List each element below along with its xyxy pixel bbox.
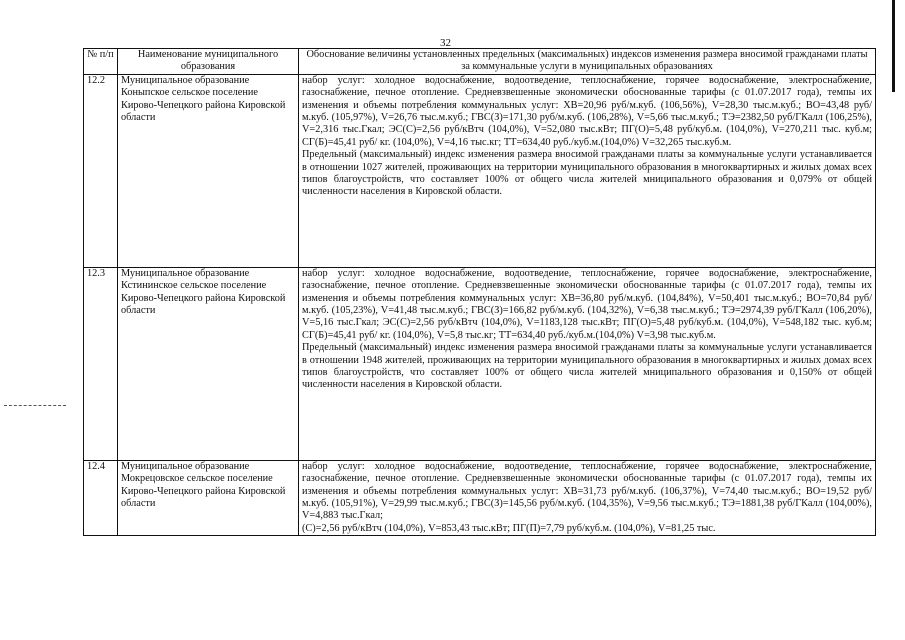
- header-justification: Обоснование величины установленных предельных (максимальных) индексов изменения размера вносимой гражданами платы за коммунальные услуги в муниципальных образованиях: [299, 49, 876, 75]
- index-paragraph: Предельный (максимальный) индекс изменения размера вносимой гражданами платы за коммунальные услуги устанавливается в отношении 1948 жителей, проживающих на территории муниципального образования в многоквартирных и жилых домах всех типов благоустройств, что составляет 100% от общего числа жителей мниципального образования и 0,150% от общей численности населения в Кировской области.: [302, 342, 872, 391]
- margin-mark: [4, 405, 66, 407]
- row-number: 12.3: [84, 267, 118, 460]
- tariff-table: [83, 48, 876, 536]
- tariff-paragraph-continued: (С)=2,56 руб/кВтч (104,0%), V=853,43 тыс.кВт; ПГ(П)=7,79 руб/куб.м. (104,0%), V=81,25 тыс.: [302, 522, 716, 534]
- tariff-paragraph: набор услуг: холодное водоснабжение, водоотведение, теплоснабжение, горячее водоснабжение, электроснабжение, газоснабжение, печное отопление. Средневзвешенные экономически обоснованные тарифы (с 01.07.2017 года), темпы их изменения и объемы потребления коммунальных услуг: ХВ=36,80 руб/м.куб. (104,84%), V=50,401 тыс.м.куб.; ВО=70,84 руб/м.куб. (105,23%), V=41,48 тыс.м.куб.; ГВС(З)=166,82 руб/м.куб. (104,32%), V=6,38 тыс.м.куб.; ТЭ=2974,39 руб/ГКалл (106,20%), V=5,16 тыс.Гкал; ЭС(С)=2,56 руб/кВтч (104,0%), V=1183,128 тыс.кВт; ПГ(О)=5,48 руб/куб.м. (104,0%), V=548,182 тыс. куб.м; СГ(Б)=45,41 руб/ кг. (104,0%), V=5,8 тыс.кг; ТТ=634,40 руб./куб.м.(104,0%) V=3,98 тыс.куб.м.: [302, 267, 872, 341]
- table-row: [84, 74, 876, 267]
- table-header-row: [84, 49, 876, 75]
- municipality-name: Муниципальное образование Коныпское сельское поселение Кирово-Чепецкого района Кировской области: [118, 74, 299, 267]
- justification-cell: [299, 74, 876, 267]
- table-row: [84, 460, 876, 535]
- header-number: № п/п: [84, 49, 118, 75]
- index-paragraph: Предельный (максимальный) индекс изменения размера вносимой гражданами платы за коммунальные услуги устанавливается в отношении 1027 жителей, проживающих на территории муниципального образования в многоквартирных и жилых домах всех типов благоустройств, что составляет 100% от общего числа жителей мниципального образования и 0,079% от общей численности населения в Кировской области.: [302, 149, 872, 198]
- table-row: [84, 267, 876, 460]
- justification-cell: [299, 460, 876, 535]
- page-edge-line: [892, 0, 895, 92]
- row-number: 12.4: [84, 460, 118, 535]
- municipality-name: Муниципальное образование Мокрецовское сельское поселение Кирово-Чепецкого района Кировской области: [118, 460, 299, 535]
- tariff-paragraph: набор услуг: холодное водоснабжение, водоотведение, теплоснабжение, горячее водоснабжение, электроснабжение, газоснабжение, печное отопление. Средневзвешенные экономически обоснованные тарифы (с 01.07.2017 года), темпы их изменения и объемы потребления коммунальных услуг: ХВ=31,73 руб/м.куб. (106,37%), V=74,40 тыс.м.куб.; ВО=19,52 руб/м.куб. (105,91%), V=29,99 тыс.м.куб.; ГВС(З)=145,56 руб/м.куб. (104,35%), V=9,56 тыс.м.куб.; ТЭ=1881,38 руб/ГКалл (104,00%), V=4,883 тыс.Гкал;: [302, 460, 872, 522]
- tariff-paragraph: набор услуг: холодное водоснабжение, водоотведение, теплоснабжение, горячее водоснабжение, электроснабжение, газоснабжение, печное отопление. Средневзвешенные экономически обоснованные тарифы (с 01.07.2017 года), темпы их изменения и объемы потребления коммунальных услуг: ХВ=20,96 руб/м.куб. (106,56%), V=28,30 тыс.м.куб.; ВО=43,48 руб/м.куб. (105,97%), V=26,76 тыс.м.куб.; ГВС(З)=171,30 руб/м.куб. (106,28%), V=5,66 тыс.м.куб.; ТЭ=2382,50 руб/ГКалл (106,25%), V=2,316 тыс.Гкал; ЭС(С)=2,56 руб/кВтч (104,0%), V=52,080 тыс.кВт; ПГ(О)=5,48 руб/куб.м. (104,0%), V=270,211 тыс. куб.м; СГ(Б)=45,41 руб/ кг. (104,0%), V=4,16 тыс.кг; ТТ=634,40 руб./куб.м.(104,0%) V=32,265 тыс.куб.м.: [302, 74, 872, 148]
- justification-cell: [299, 267, 876, 460]
- row-number: 12.2: [84, 74, 118, 267]
- municipality-name: Муниципальное образование Кстининское сельское поселение Кирово-Чепецкого района Кировской области: [118, 267, 299, 460]
- page-number: 32: [440, 37, 451, 49]
- header-municipality: Наименование муниципального образования: [118, 49, 299, 75]
